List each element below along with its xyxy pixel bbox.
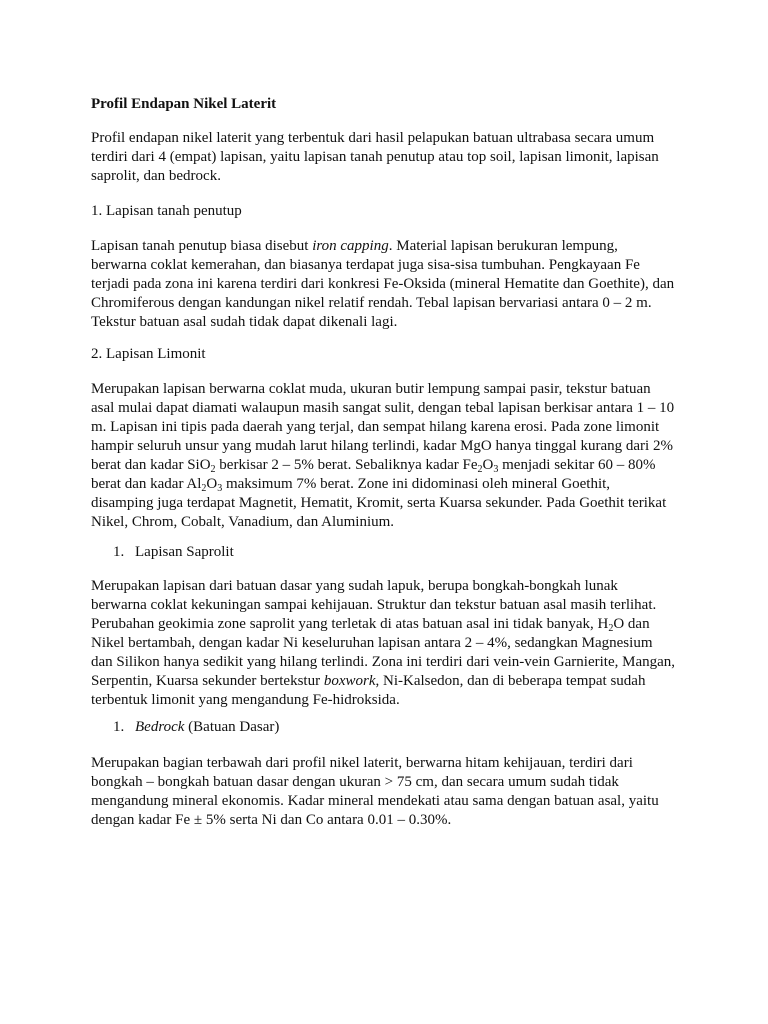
text-run: berat dan kadar SiO <box>91 457 211 473</box>
intro-line: saprolit, dan bedrock. <box>91 168 221 184</box>
text-run: berat dan kadar Al <box>91 476 202 492</box>
paragraph-line: Tekstur batuan asal sudah tidak dapat dikenali lagi. <box>91 314 398 330</box>
section-heading-bedrock <box>113 718 279 737</box>
paragraph-line: disamping juga terdapat Magnetit, Hematit, Kromit, serta Kuarsa sekunder. Pada Goethit terikat <box>91 495 667 511</box>
document-title: Profil Endapan Nikel Laterit <box>91 96 277 112</box>
subscript: 2 <box>477 464 483 475</box>
paragraph-saprolit <box>91 577 691 710</box>
paragraph-line <box>91 475 691 494</box>
paragraph-line <box>91 672 691 691</box>
paragraph-line: terjadi pada zona ini karena terdiri dari konkresi Fe-Oksida (mineral Hematite dan Goethite), dan <box>91 276 675 292</box>
italic-term: iron capping <box>312 238 389 254</box>
section-heading-tanah-penutup: 1. Lapisan tanah penutup <box>91 203 242 219</box>
paragraph-line: mengandung mineral ekonomis. Kadar mineral mendekati atau sama dengan batuan asal, yaitu <box>91 793 659 809</box>
paragraph-bedrock <box>91 754 691 830</box>
paragraph-line <box>91 237 691 256</box>
subscript: 3 <box>493 464 499 475</box>
paragraph-line: Merupakan lapisan berwarna coklat muda, ukuran butir lempung sampai pasir, tekstur batuan <box>91 381 651 397</box>
paragraph-line: Merupakan lapisan dari batuan dasar yang sudah lapuk, berupa bongkah-bongkah lunak <box>91 578 618 594</box>
heading-text: Lapisan Saprolit <box>135 544 234 560</box>
text-run: menjadi sekitar 60 – 80% <box>498 457 656 473</box>
paragraph-line: berwarna coklat kemerahan, dan biasanya terdapat juga sisa-sisa tumbuhan. Pengkayaan Fe <box>91 257 640 273</box>
text-run: maksimum 7% berat. Zone ini didominasi oleh mineral Goethit, <box>222 476 611 492</box>
paragraph-line: m. Lapisan ini tipis pada daerah yang terjal, dan sempat hilang karena erosi. Pada zone limonit <box>91 419 660 435</box>
text-run: berkisar 2 – 5% berat. Sebaliknya kadar Fe <box>215 457 478 473</box>
italic-term: boxwork <box>323 673 376 689</box>
paragraph-line: hampir seluruh unsur yang mudah larut hilang terlindi, kadar MgO hanya tinggal kurang dari 2% <box>91 438 673 454</box>
paragraph-line: Nikel, Chrom, Cobalt, Vanadium, dan Aluminium. <box>91 514 395 530</box>
paragraph-line: dengan kadar Fe ± 5% serta Ni dan Co antara 0.01 – 0.30%. <box>91 812 452 828</box>
text-run: O <box>482 457 494 473</box>
section-heading-saprolit <box>113 543 234 562</box>
paragraph-line: bongkah – bongkah batuan dasar dengan ukuran > 75 cm, dan secara umum sudah tidak <box>91 774 619 790</box>
subscript: 2 <box>201 483 207 494</box>
heading-italic-term: Bedrock <box>135 719 185 735</box>
paragraph-line: terbentuk limonit yang mengandung Fe-hidroksida. <box>91 692 400 708</box>
paragraph-line: Chromiferous dengan kandungan nikel relatif rendah. Tebal lapisan bervariasi antara 0 – 2 m. <box>91 295 652 311</box>
intro-line: terdiri dari 4 (empat) lapisan, yaitu lapisan tanah penutup atau top soil, lapisan limonit, lapisan <box>91 149 659 165</box>
paragraph-line <box>91 615 691 634</box>
list-number: 1. <box>113 719 125 735</box>
paragraph-limonit <box>91 380 691 532</box>
text-run: O dan <box>613 616 650 632</box>
text-run: , Ni-Kalsedon, dan di beberapa tempat sudah <box>375 673 646 689</box>
text-run: O <box>206 476 218 492</box>
paragraph-line: asal mulai dapat diamati walaupun masih sangat sulit, dengan tebal lapisan berkisar antara 1 – 10 <box>91 400 675 416</box>
text-run: Serpentin, Kuarsa sekunder bertekstur <box>91 673 324 689</box>
intro-line: Profil endapan nikel laterit yang terbentuk dari hasil pelapukan batuan ultrabasa secara umum <box>91 130 655 146</box>
paragraph-line: berwarna coklat kekuningan sampai kehijauan. Struktur dan tekstur batuan asal masih terlihat. <box>91 597 657 613</box>
subscript: 3 <box>217 483 223 494</box>
intro-paragraph <box>91 129 691 186</box>
paragraph-line: Nikel bertambah, dengan kadar Ni keseluruhan lapisan antara 2 – 4%, sedangkan Magnesium <box>91 635 653 651</box>
subscript: 2 <box>608 623 614 634</box>
list-number: 1. <box>113 544 125 560</box>
paragraph-line: Merupakan bagian terbawah dari profil nikel laterit, berwarna hitam kehijauan, terdiri dari <box>91 755 633 771</box>
paragraph-line <box>91 456 691 475</box>
section-heading-limonit: 2. Lapisan Limonit <box>91 346 206 362</box>
paragraph-line: dan Silikon hanya sedikit yang hilang terlindi. Zona ini terdiri dari vein-vein Garnierite, Mangan, <box>91 654 676 670</box>
text-run: . Material lapisan berukuran lempung, <box>388 238 618 254</box>
paragraph-tanah-penutup <box>91 237 691 332</box>
text-run: Perubahan geokimia zone saprolit yang terletak di atas batuan asal ini tidak banyak, H <box>91 616 609 632</box>
heading-text: (Batuan Dasar) <box>184 719 280 735</box>
subscript: 2 <box>210 464 216 475</box>
text-run: Lapisan tanah penutup biasa disebut <box>91 238 313 254</box>
